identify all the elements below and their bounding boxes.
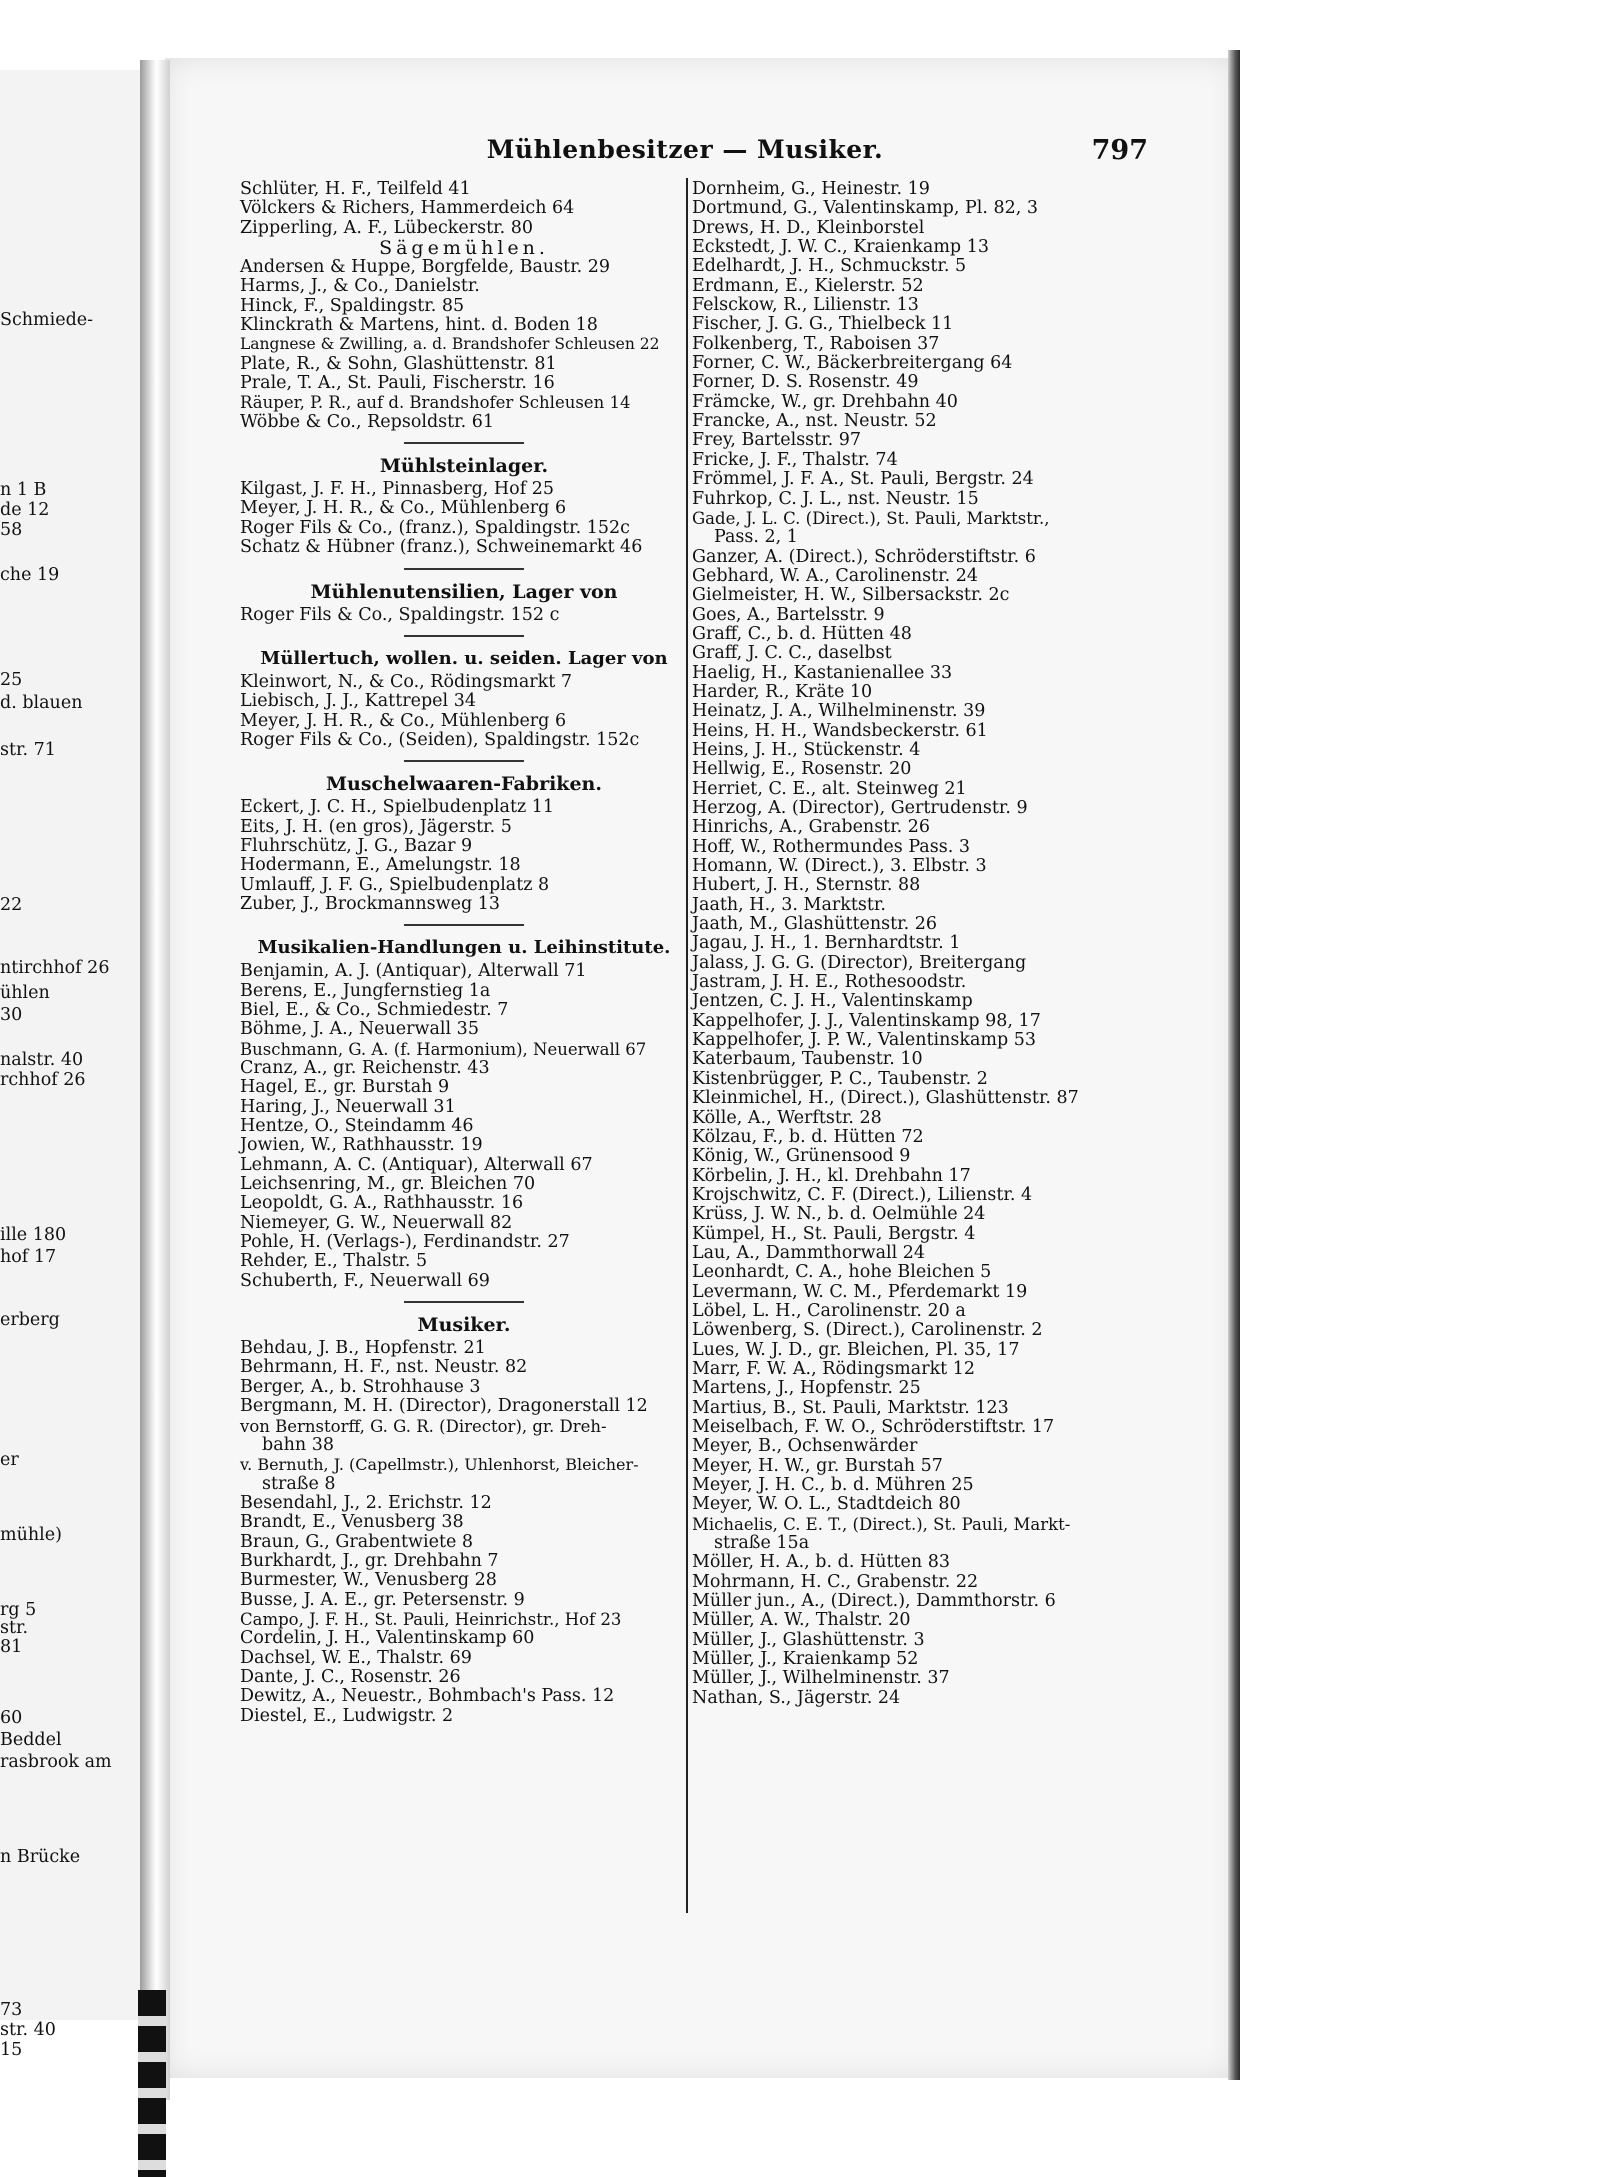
fragment: 25 bbox=[0, 670, 23, 690]
list-item: Hodermann, E., Amelungstr. 18 bbox=[240, 855, 521, 876]
list-item: Klinckrath & Martens, hint. d. Boden 18 bbox=[240, 315, 598, 336]
list-item: Homann, W. (Direct.), 3. Elbstr. 3 bbox=[692, 856, 987, 877]
list-item: Drews, H. D., Kleinborstel bbox=[692, 217, 925, 238]
list-item: Busse, J. A. E., gr. Petersenstr. 9 bbox=[240, 1589, 525, 1610]
fragment: str. 71 bbox=[0, 740, 56, 760]
list-item: Dortmund, G., Valentinskamp, Pl. 82, 3 bbox=[692, 198, 1039, 219]
list-item: Leonhardt, C. A., hohe Bleichen 5 bbox=[692, 1262, 992, 1283]
list-item: Roger Fils & Co., Spaldingstr. 152 c bbox=[240, 604, 560, 625]
list-item: Biel, E., & Co., Schmiedestr. 7 bbox=[240, 999, 509, 1020]
section-heading: Muschelwaaren-Fabriken. bbox=[326, 773, 602, 796]
list-item: Behrmann, H. F., nst. Neustr. 82 bbox=[240, 1357, 528, 1378]
list-item: Kleinmichel, H., (Direct.), Glashüttenstr. 87 bbox=[692, 1088, 1079, 1109]
list-item: Berens, E., Jungfernstieg 1a bbox=[240, 980, 491, 1001]
fragment: hof 17 bbox=[0, 1247, 57, 1267]
list-item: Jowien, W., Rathhausstr. 19 bbox=[240, 1135, 483, 1156]
section-heading: Musikalien-Handlungen u. Leihinstitute. bbox=[257, 937, 671, 959]
list-item: Martius, B., St. Pauli, Marktstr. 123 bbox=[692, 1397, 1009, 1418]
list-item: Fluhrschütz, J. G., Bazar 9 bbox=[240, 835, 473, 856]
list-item: Hagel, E., gr. Burstah 9 bbox=[240, 1077, 450, 1098]
list-item-continuation: bahn 38 bbox=[262, 1434, 335, 1455]
list-item: Hoff, W., Rothermundes Pass. 3 bbox=[692, 836, 970, 857]
list-item: Meyer, J. H. R., & Co., Mühlenberg 6 bbox=[240, 498, 567, 519]
list-item-continuation: Pass. 2, 1 bbox=[714, 527, 798, 548]
fragment: rg 5 bbox=[0, 1600, 37, 1620]
list-item: Behdau, J. B., Hopfenstr. 21 bbox=[240, 1338, 486, 1359]
list-item: Gade, J. L. C. (Direct.), St. Pauli, Marktstr., bbox=[692, 508, 1050, 528]
list-item: Främcke, W., gr. Drehbahn 40 bbox=[692, 391, 958, 412]
list-item: Andersen & Huppe, Borgfelde, Baustr. 29 bbox=[240, 257, 611, 278]
list-item: Müller, J., Kraienkamp 52 bbox=[692, 1649, 919, 1670]
list-item: Leopoldt, G. A., Rathhausstr. 16 bbox=[240, 1193, 524, 1214]
fragment: 22 bbox=[0, 895, 23, 915]
list-item: Michaelis, C. E. T., (Direct.), St. Pauli, Markt- bbox=[692, 1514, 1071, 1534]
section-heading: Sägemühlen. bbox=[379, 237, 549, 260]
list-item: Felsckow, R., Lilienstr. 13 bbox=[692, 295, 919, 316]
left-page-edge bbox=[0, 70, 150, 2060]
list-item: Schatz & Hübner (franz.), Schweinemarkt 46 bbox=[240, 537, 643, 558]
list-item: Heins, J. H., Stückenstr. 4 bbox=[692, 739, 921, 760]
list-item: Plate, R., & Sohn, Glashüttenstr. 81 bbox=[240, 353, 557, 374]
list-item: Jastram, J. H. E., Rothesoodstr. bbox=[692, 972, 967, 993]
right-column bbox=[692, 180, 1147, 1708]
list-item: Burmester, W., Venusberg 28 bbox=[240, 1570, 497, 1591]
list-item: Meiselbach, F. W. O., Schröderstiftstr. 17 bbox=[692, 1417, 1055, 1437]
list-item: Meyer, B., Ochsenwärder bbox=[692, 1436, 918, 1457]
list-item: Hentze, O., Steindamm 46 bbox=[240, 1116, 474, 1137]
list-item: Liebisch, J. J., Kattrepel 34 bbox=[240, 691, 476, 712]
list-item: v. Bernuth, J. (Capellmstr.), Uhlenhorst, Bleicher- bbox=[240, 1455, 639, 1475]
list-item: Diestel, E., Ludwigstr. 2 bbox=[240, 1705, 454, 1726]
list-item: Kilgast, J. F. H., Pinnasberg, Hof 25 bbox=[240, 479, 555, 500]
fragment: che 19 bbox=[0, 565, 60, 585]
list-item: Schuberth, F., Neuerwall 69 bbox=[240, 1270, 490, 1291]
list-item: Katerbaum, Taubenstr. 10 bbox=[692, 1049, 923, 1070]
list-item: Jaath, M., Glashüttenstr. 26 bbox=[692, 914, 937, 935]
list-item: Kölle, A., Werftstr. 28 bbox=[692, 1107, 882, 1128]
list-item: Roger Fils & Co., (franz.), Spaldingstr. 152c bbox=[240, 517, 630, 538]
list-item: Meyer, J. H. R., & Co., Mühlenberg 6 bbox=[240, 710, 567, 731]
list-item: Niemeyer, G. W., Neuerwall 82 bbox=[240, 1212, 513, 1233]
list-item: Ganzer, A. (Direct.), Schröderstiftstr. 6 bbox=[692, 546, 1036, 567]
list-item: Fricke, J. F., Thalstr. 74 bbox=[692, 449, 898, 470]
fragment: d. blauen bbox=[0, 693, 83, 713]
list-item: Benjamin, A. J. (Antiquar), Alterwall 71 bbox=[240, 961, 587, 982]
list-item: Jalass, J. G. G. (Director), Breitergang bbox=[692, 952, 1027, 973]
list-item-continuation: straße 15a bbox=[714, 1533, 810, 1554]
list-item: Eckstedt, J. W. C., Kraienkamp 13 bbox=[692, 237, 989, 258]
list-item: Haelig, H., Kastanienallee 33 bbox=[692, 662, 953, 683]
list-item: Eits, J. H. (en gros), Jägerstr. 5 bbox=[240, 816, 512, 837]
list-item: Hellwig, E., Rosenstr. 20 bbox=[692, 759, 912, 780]
fragment: 30 bbox=[0, 1005, 23, 1025]
fragment: str. bbox=[0, 1618, 29, 1638]
list-item: Jentzen, C. J. H., Valentinskamp bbox=[692, 991, 973, 1012]
list-item: Wöbbe & Co., Repsoldstr. 61 bbox=[240, 411, 495, 432]
list-item: Dornheim, G., Heinestr. 19 bbox=[692, 179, 930, 199]
list-item: Goes, A., Bartelsstr. 9 bbox=[692, 604, 885, 625]
list-item: Heinatz, J. A., Wilhelminenstr. 39 bbox=[692, 701, 986, 722]
list-item: Herriet, C. E., alt. Steinweg 21 bbox=[692, 778, 967, 799]
list-item: König, W., Grünensood 9 bbox=[692, 1146, 911, 1167]
fragment: n Brücke bbox=[0, 1847, 81, 1867]
list-item: Marr, F. W. A., Rödingsmarkt 12 bbox=[692, 1358, 976, 1379]
list-item: Hinrichs, A., Grabenstr. 26 bbox=[692, 817, 931, 838]
fragment: de 12 bbox=[0, 500, 50, 520]
list-item: Fischer, J. G. G., Thielbeck 11 bbox=[692, 314, 954, 335]
list-item: Erdmann, E., Kielerstr. 52 bbox=[692, 275, 924, 296]
list-item: Besendahl, J., 2. Erichstr. 12 bbox=[240, 1492, 492, 1513]
list-item: Kümpel, H., St. Pauli, Bergstr. 4 bbox=[692, 1223, 976, 1244]
fragment: 15 bbox=[0, 2040, 23, 2060]
left-column bbox=[240, 180, 688, 1726]
fragment: 73 bbox=[0, 2000, 23, 2020]
section-heading: Mühlenutensilien, Lager von bbox=[310, 580, 618, 603]
list-item: Langnese & Zwilling, a. d. Brandshofer Schleusen 22 bbox=[240, 335, 660, 354]
section-heading: Müllertuch, wollen. u. seiden. Lager von bbox=[260, 647, 668, 669]
list-item: Graff, C., b. d. Hütten 48 bbox=[692, 623, 912, 644]
list-item: Löbel, L. H., Carolinenstr. 20 a bbox=[692, 1300, 966, 1321]
list-item: Haring, J., Neuerwall 31 bbox=[240, 1096, 456, 1117]
list-item: Völckers & Richers, Hammerdeich 64 bbox=[240, 198, 575, 219]
list-item: Dachsel, W. E., Thalstr. 69 bbox=[240, 1647, 472, 1668]
list-item: Zipperling, A. F., Lübeckerstr. 80 bbox=[240, 217, 533, 238]
list-item: Harder, R., Kräte 10 bbox=[692, 681, 873, 702]
list-item: Heins, H. H., Wandsbeckerstr. 61 bbox=[692, 720, 988, 741]
list-item: Nathan, S., Jägerstr. 24 bbox=[692, 1687, 901, 1708]
list-item: Burkhardt, J., gr. Drehbahn 7 bbox=[240, 1550, 499, 1571]
list-item: Braun, G., Grabentwiete 8 bbox=[240, 1531, 474, 1552]
list-item: Campo, J. F. H., St. Pauli, Heinrichstr., Hof 23 bbox=[240, 1609, 622, 1629]
list-item: Cordelin, J. H., Valentinskamp 60 bbox=[240, 1628, 535, 1649]
fragment: nalstr. 40 bbox=[0, 1050, 84, 1070]
list-item: Herzog, A. (Director), Gertrudenstr. 9 bbox=[692, 798, 1028, 818]
list-item: Müller, J., Glashüttenstr. 3 bbox=[692, 1629, 925, 1650]
list-item: Edelhardt, J. H., Schmuckstr. 5 bbox=[692, 256, 967, 277]
list-item: Zuber, J., Brockmannsweg 13 bbox=[240, 893, 500, 914]
section-heading: Musiker. bbox=[417, 1314, 511, 1337]
page-header bbox=[240, 135, 1148, 175]
list-item: Graff, J. C. C., daselbst bbox=[692, 643, 892, 664]
list-item: Martens, J., Hopfenstr. 25 bbox=[692, 1378, 921, 1399]
list-item: Buschmann, G. A. (f. Harmonium), Neuerwall 67 bbox=[240, 1039, 647, 1059]
fragment: mühle) bbox=[0, 1525, 62, 1545]
list-item: Pohle, H. (Verlags-), Ferdinandstr. 27 bbox=[240, 1232, 570, 1253]
list-item: Körbelin, J. H., kl. Drehbahn 17 bbox=[692, 1165, 971, 1186]
page-edge-shadow bbox=[1228, 50, 1240, 2080]
list-item: Eckert, J. C. H., Spielbudenplatz 11 bbox=[240, 797, 555, 818]
list-item: Frey, Bartelsstr. 97 bbox=[692, 430, 862, 451]
fragment: er bbox=[0, 1450, 19, 1470]
fragment: rasbrook am bbox=[0, 1752, 112, 1772]
list-item: Prale, T. A., St. Pauli, Fischerstr. 16 bbox=[240, 373, 555, 394]
list-item: Kölzau, F., b. d. Hütten 72 bbox=[692, 1126, 924, 1147]
list-item: Kappelhofer, J. J., Valentinskamp 98, 17 bbox=[692, 1010, 1041, 1031]
list-item: Meyer, H. W., gr. Burstah 57 bbox=[692, 1455, 943, 1476]
list-item: Folkenberg, T., Raboisen 37 bbox=[692, 333, 940, 354]
list-item: Rehder, E., Thalstr. 5 bbox=[240, 1251, 428, 1272]
list-item: Krojschwitz, C. F. (Direct.), Lilienstr. 4 bbox=[692, 1184, 1033, 1205]
list-item: Brandt, E., Venusberg 38 bbox=[240, 1512, 464, 1533]
list-item: Mohrmann, H. C., Grabenstr. 22 bbox=[692, 1571, 979, 1592]
list-item: Forner, D. S. Rosenstr. 49 bbox=[692, 372, 919, 393]
list-item: von Bernstorff, G. G. R. (Director), gr. Dreh- bbox=[240, 1416, 607, 1436]
list-item: Krüss, J. W. N., b. d. Oelmühle 24 bbox=[692, 1204, 986, 1225]
list-item: Umlauff, J. F. G., Spielbudenplatz 8 bbox=[240, 874, 550, 895]
list-item: Müller jun., A., (Direct.), Dammthorstr. 6 bbox=[692, 1591, 1056, 1612]
list-item: Dewitz, A., Neuestr., Bohmbach's Pass. 12 bbox=[240, 1686, 615, 1707]
list-item: Schlüter, H. F., Teilfeld 41 bbox=[240, 179, 471, 199]
fragment: ntirchhof 26 bbox=[0, 958, 110, 978]
fragment: 60 bbox=[0, 1708, 23, 1728]
list-item: Cranz, A., gr. Reichenstr. 43 bbox=[240, 1058, 490, 1078]
fragment: 81 bbox=[0, 1637, 23, 1657]
fragment: 58 bbox=[0, 520, 23, 540]
page-title: Mühlenbesitzer — Musiker. bbox=[486, 135, 884, 164]
fragment: ille 180 bbox=[0, 1225, 67, 1245]
list-item: Hinck, F., Spaldingstr. 85 bbox=[240, 295, 465, 316]
list-item: Müller, A. W., Thalstr. 20 bbox=[692, 1610, 911, 1631]
list-item: Lehmann, A. C. (Antiquar), Alterwall 67 bbox=[240, 1154, 593, 1175]
list-item: Möller, H. A., b. d. Hütten 83 bbox=[692, 1552, 950, 1573]
list-item: Räuper, P. R., auf d. Brandshofer Schleusen 14 bbox=[240, 393, 631, 413]
list-item: Müller, J., Wilhelminenstr. 37 bbox=[692, 1668, 950, 1689]
list-item: Berger, A., b. Strohhause 3 bbox=[240, 1376, 481, 1397]
list-item: Harms, J., & Co., Danielstr. bbox=[240, 276, 480, 297]
fragment: str. 40 bbox=[0, 2020, 56, 2040]
list-item: Frömmel, J. F. A., St. Pauli, Bergstr. 24 bbox=[692, 469, 1034, 490]
section-heading: Mühlsteinlager. bbox=[379, 455, 549, 478]
fragment: rchhof 26 bbox=[0, 1070, 86, 1090]
fragment: Schmiede- bbox=[0, 310, 94, 330]
list-item: Lau, A., Dammthorwall 24 bbox=[692, 1242, 926, 1263]
list-item: Leichsenring, M., gr. Bleichen 70 bbox=[240, 1174, 536, 1195]
page-number: 797 bbox=[1091, 135, 1148, 166]
fragment: n 1 B bbox=[0, 480, 47, 500]
list-item-continuation: straße 8 bbox=[262, 1473, 336, 1494]
list-item: Francke, A., nst. Neustr. 52 bbox=[692, 411, 937, 432]
list-item: Jaath, H., 3. Marktstr. bbox=[692, 894, 886, 915]
list-item: Fuhrkop, C. J. L., nst. Neustr. 15 bbox=[692, 488, 979, 509]
list-item: Jagau, J. H., 1. Bernhardtstr. 1 bbox=[692, 933, 961, 954]
fragment: ühlen bbox=[0, 983, 50, 1003]
book-gutter bbox=[140, 60, 170, 2100]
list-item: Böhme, J. A., Neuerwall 35 bbox=[240, 1019, 479, 1040]
list-item: Bergmann, M. H. (Director), Dragonerstall 12 bbox=[240, 1396, 648, 1417]
list-item: Meyer, J. H. C., b. d. Mühren 25 bbox=[692, 1475, 974, 1496]
fragment: erberg bbox=[0, 1310, 60, 1330]
spine-marker bbox=[138, 1990, 166, 2177]
list-item: Kleinwort, N., & Co., Rödingsmarkt 7 bbox=[240, 671, 572, 692]
fragment: Beddel bbox=[0, 1730, 62, 1750]
list-item: Hubert, J. H., Sternstr. 88 bbox=[692, 875, 921, 896]
list-item: Kappelhofer, J. P. W., Valentinskamp 53 bbox=[692, 1030, 1037, 1051]
list-item: Meyer, W. O. L., Stadtdeich 80 bbox=[692, 1494, 961, 1515]
list-item: Lues, W. J. D., gr. Bleichen, Pl. 35, 17 bbox=[692, 1339, 1020, 1360]
list-item: Gebhard, W. A., Carolinenstr. 24 bbox=[692, 565, 978, 586]
list-item: Levermann, W. C. M., Pferdemarkt 19 bbox=[692, 1281, 1028, 1302]
list-item: Löwenberg, S. (Direct.), Carolinenstr. 2 bbox=[692, 1320, 1043, 1341]
list-item: Dante, J. C., Rosenstr. 26 bbox=[240, 1666, 461, 1687]
list-item: Gielmeister, H. W., Silbersackstr. 2c bbox=[692, 585, 1010, 606]
list-item: Kistenbrügger, P. C., Taubenstr. 2 bbox=[692, 1068, 988, 1089]
list-item: Forner, C. W., Bäckerbreitergang 64 bbox=[692, 353, 1013, 374]
list-item: Roger Fils & Co., (Seiden), Spaldingstr. 152c bbox=[240, 729, 640, 750]
